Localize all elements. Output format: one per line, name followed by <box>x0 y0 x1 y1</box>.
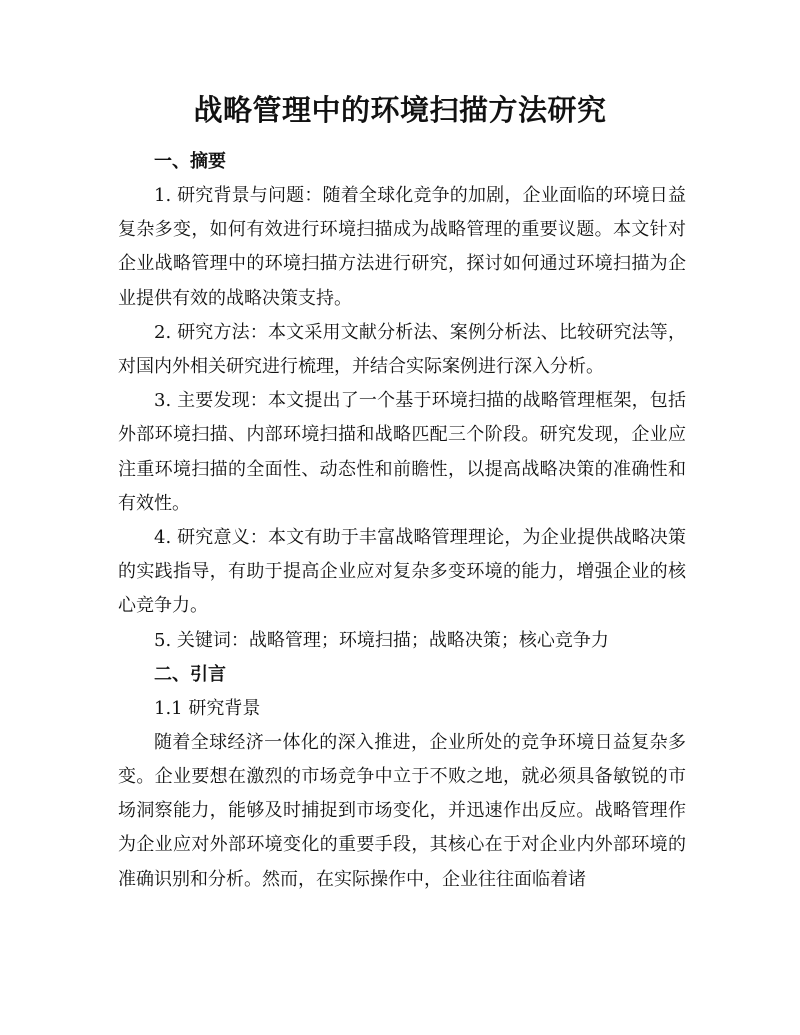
document-body <box>118 145 686 897</box>
abstract-item-keywords: 5. 关键词：战略管理；环境扫描；战略决策；核心竞争力 <box>154 629 609 651</box>
abstract-item-findings: 3. 主要发现：本文提出了一个基于环境扫描的战略管理框架，包括外部环境扫描、内部环境扫描和战略匹配三个阶段。研究发现，企业应注重环境扫描的全面性、动态性和前瞻性，以提高战略决策的准确性和有效性。 <box>118 390 686 514</box>
abstract-item-background: 1. 研究背景与问题：随着全球化竞争的加剧，企业面临的环境日益复杂多变，如何有效进行环境扫描成为战略管理的重要议题。本文针对企业战略管理中的环境扫描方法进行研究，探讨如何通过环境扫描为企业提供有效的战略决策支持。 <box>118 185 686 309</box>
section-heading-abstract: 一、摘要 <box>154 151 226 172</box>
abstract-item-method: 2. 研究方法：本文采用文献分析法、案例分析法、比较研究法等，对国内外相关研究进行梳理，并结合实际案例进行深入分析。 <box>118 321 686 378</box>
subsection-heading-background: 1.1 研究背景 <box>154 697 261 719</box>
section-heading-intro: 二、引言 <box>154 663 226 685</box>
intro-paragraph: 随着全球经济一体化的深入推进，企业所处的竞争环境日益复杂多变。企业要想在激烈的市场竞争中立于不败之地，就必须具备敏锐的市场洞察能力，能够及时捕捉到市场变化，并迅速作出反应。战略管理作为企业应对外部环境变化的重要手段，其核心在于对企业内外部环境的准确识别和分析。然而，在实际操作中，企业往往面临着诸 <box>118 731 686 890</box>
page-title: 战略管理中的环境扫描方法研究 <box>193 93 607 127</box>
abstract-item-significance: 4. 研究意义：本文有助于丰富战略管理理论，为企业提供战略决策的实践指导，有助于提高企业应对复杂多变环境的能力，增强企业的核心竞争力。 <box>118 527 686 617</box>
